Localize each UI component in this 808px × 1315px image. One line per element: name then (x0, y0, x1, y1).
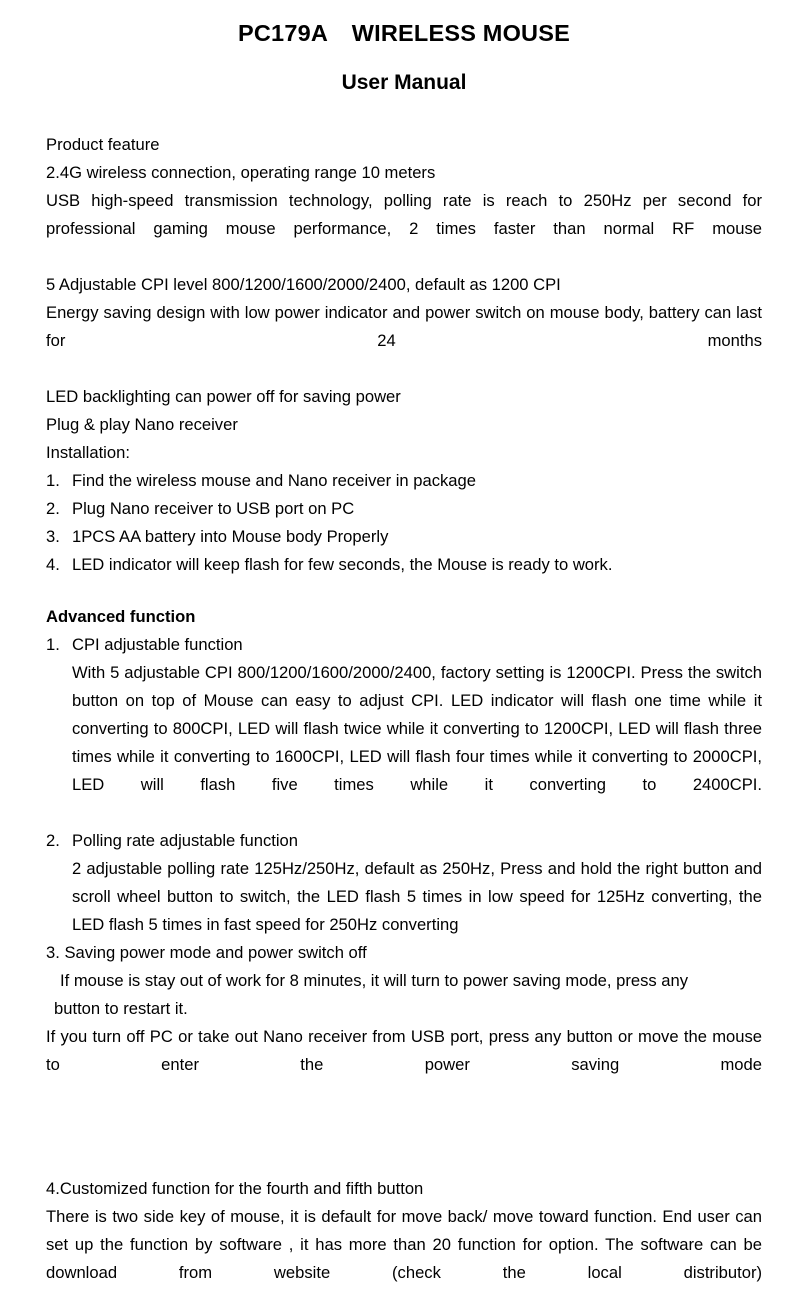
product-feature-line-5: LED backlighting can power off for saving power (46, 387, 401, 407)
list-marker: 1. (46, 635, 60, 655)
power-saving-paragraph-3: If you turn off PC or take out Nano receiver from USB port, press any button or move the mouse to enter the power saving mode (46, 1027, 762, 1075)
list-marker: 3. (46, 527, 60, 547)
manual-body (0, 131, 808, 1315)
list-item-label: LED indicator will keep flash for few seconds, the Mouse is ready to work. (72, 555, 613, 575)
installation-step-list (46, 467, 762, 579)
product-feature-line-6: Plug & play Nano receiver (46, 415, 238, 435)
list-item (46, 523, 762, 551)
power-saving-paragraph-2: button to restart it. (54, 999, 188, 1019)
section-spacer (46, 1107, 762, 1175)
advanced-function-heading: Advanced function (46, 607, 196, 627)
polling-rate-function-body: 2 adjustable polling rate 125Hz/250Hz, default as 250Hz, Press and hold the right button and scroll wheel button to switch, the LED flash 5 times in low speed for 125Hz converting, the LED flash 5 times in fast speed for 250Hz converting (72, 859, 762, 935)
product-feature-heading: Product feature (46, 135, 160, 155)
list-item (46, 827, 762, 939)
list-marker: 1. (46, 471, 60, 491)
list-item (46, 495, 762, 523)
section-spacer (46, 579, 762, 603)
list-item-label: Find the wireless mouse and Nano receiver in package (72, 471, 476, 491)
list-marker: 2. (46, 499, 60, 519)
list-item-label: CPI adjustable function (72, 635, 243, 655)
list-item-label: Plug Nano receiver to USB port on PC (72, 499, 355, 519)
product-feature-line-4: Energy saving design with low power indicator and power switch on mouse body, battery can last for 24 months (46, 303, 762, 351)
product-feature-line-2: USB high-speed transmission technology, polling rate is reach to 250Hz per second for professional gaming mouse performance, 2 times faster than normal RF mouse (46, 191, 762, 239)
page-title: PC179A WIRELESS MOUSE (238, 20, 570, 46)
cpi-function-body: With 5 adjustable CPI 800/1200/1600/2000/2400, factory setting is 1200CPI. Press the switch button on top of Mouse can easy to adjust CPI. LED indicator will flash one time while it converting to 800CPI, LED will flash twice while it converting to 1200CPI, LED will flash three times while it converting to 1600CPI, LED will flash four times while it converting to 2000CPI, LED will flash five times while it converting to 2400CPI. (72, 663, 762, 795)
list-item (46, 467, 762, 495)
advanced-function-list (46, 631, 762, 939)
power-saving-paragraph-1: If mouse is stay out of work for 8 minutes, it will turn to power saving mode, press any (60, 971, 689, 991)
customized-function-body: There is two side key of mouse, it is default for move back/ move toward function. End user can set up the function by software , it has more than 20 function for option. The software can be download from website (check the local distributor) (46, 1207, 762, 1283)
product-feature-line-3: 5 Adjustable CPI level 800/1200/1600/2000/2400, default as 1200 CPI (46, 275, 561, 295)
customized-function-heading: 4.Customized function for the fourth and fifth button (46, 1179, 424, 1199)
list-marker: 2. (46, 831, 60, 851)
product-feature-line-1: 2.4G wireless connection, operating range 10 meters (46, 163, 436, 183)
installation-heading: Installation: (46, 443, 130, 463)
list-item (46, 551, 762, 579)
power-saving-heading: 3. Saving power mode and power switch off (46, 943, 367, 963)
page-subtitle: User Manual (341, 71, 467, 95)
list-item-label: Polling rate adjustable function (72, 831, 299, 851)
list-marker: 4. (46, 555, 60, 575)
list-item (46, 631, 762, 827)
list-item-label: 1PCS AA battery into Mouse body Properly (72, 527, 389, 547)
